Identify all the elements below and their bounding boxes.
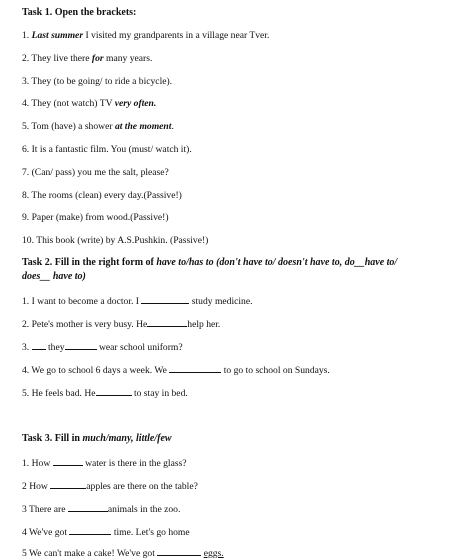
answer-blank[interactable] (53, 457, 83, 466)
item-text: 3. (22, 342, 30, 353)
item-text: 5. He feels bad. He (22, 388, 96, 399)
task1-title: Task 1. Open the brackets: (22, 7, 137, 18)
item-text: . (171, 121, 174, 132)
answer-blank[interactable] (68, 503, 108, 512)
task1-item-2 (22, 54, 152, 64)
item-text: 5 We can't make a cake! We've got (22, 548, 155, 559)
item-number: 1. (22, 30, 30, 41)
task1-item-1 (22, 31, 269, 41)
task1-item-4 (22, 99, 156, 109)
item-text: time. Let's go home (113, 527, 190, 538)
answer-blank[interactable] (65, 341, 97, 350)
answer-blank[interactable] (157, 547, 201, 556)
answer-blank[interactable] (141, 295, 189, 304)
item-text: water is there in the glass? (85, 458, 187, 469)
answer-blank[interactable] (169, 364, 221, 373)
task1-item-5 (22, 122, 174, 132)
task3-item-5 (22, 547, 224, 559)
task2-item-4 (22, 364, 330, 376)
item-text: 1. I want to become a doctor. I (22, 296, 139, 307)
item-text: study medicine. (191, 296, 253, 307)
title-text: Task 3. Fill in (22, 433, 83, 444)
task2-item-2 (22, 318, 220, 330)
item-text: apples are there on the table? (86, 481, 198, 492)
time-marker: very often. (114, 98, 157, 109)
time-marker: Last summer (31, 30, 84, 41)
task3-item-3 (22, 503, 180, 515)
task3-item-1 (22, 457, 187, 469)
title-grammar: much/many, little/few (82, 433, 172, 444)
task2-title (22, 258, 397, 268)
time-marker: at the moment (114, 121, 172, 132)
item-text: to go to school on Sundays. (223, 365, 330, 376)
task1-item-7: 7. (Can/ pass) you me the salt, please? (22, 167, 169, 178)
task2-item-5 (22, 387, 188, 399)
item-text: 4. They (not watch) TV (22, 98, 115, 109)
task3-item-2 (22, 480, 198, 492)
answer-blank[interactable] (147, 318, 187, 327)
item-text: help her. (187, 319, 221, 330)
task1-item-9: 9. Paper (make) from wood.(Passive!) (22, 212, 169, 223)
item-text: animals in the zoo. (107, 504, 181, 515)
task2-title-cont (22, 272, 86, 282)
task1-item-6: 6. It is a fantastic film. You (must/ watch it). (22, 144, 192, 155)
task1-item-3: 3. They (to be going/ to ride a bicycle). (22, 76, 173, 87)
answer-blank[interactable] (32, 341, 46, 350)
item-text: 3 There are (22, 504, 66, 515)
item-text: wear school uniform? (98, 342, 183, 353)
title-grammar: have to/has to (don't have to/ doesn't have to, do__have to/ (156, 257, 398, 268)
item-text: 2 How (22, 481, 48, 492)
item-text: many years. (103, 53, 153, 64)
task2-item-1 (22, 295, 253, 307)
task1-item-10: 10. This book (write) by A.S.Pushkin. (Passive!) (22, 235, 209, 246)
answer-blank[interactable] (96, 387, 132, 396)
item-text: 2. They live there (22, 53, 92, 64)
item-text: 1. How (22, 458, 51, 469)
task3-item-4 (22, 526, 190, 538)
answer-blank[interactable] (50, 480, 86, 489)
item-text: I visited my grandparents in a village near Tver. (83, 30, 270, 41)
task3-title (22, 434, 172, 444)
item-text: 5. Tom (have) a shower (22, 121, 115, 132)
item-text: 2. Pete's mother is very busy. He (22, 319, 148, 330)
title-grammar: does__ have to) (22, 271, 86, 282)
item-text: they (48, 342, 65, 353)
time-marker: for (91, 53, 104, 64)
task2-item-3 (22, 341, 183, 353)
item-text: eggs. (203, 548, 224, 559)
item-text: 4 We've got (22, 527, 68, 538)
task1-item-8: 8. The rooms (clean) every day.(Passive!) (22, 190, 182, 201)
title-text: Task 2. Fill in the right form of (22, 257, 157, 268)
answer-blank[interactable] (69, 526, 111, 535)
item-text: to stay in bed. (133, 388, 188, 399)
item-text: 4. We go to school 6 days a week. We (22, 365, 167, 376)
